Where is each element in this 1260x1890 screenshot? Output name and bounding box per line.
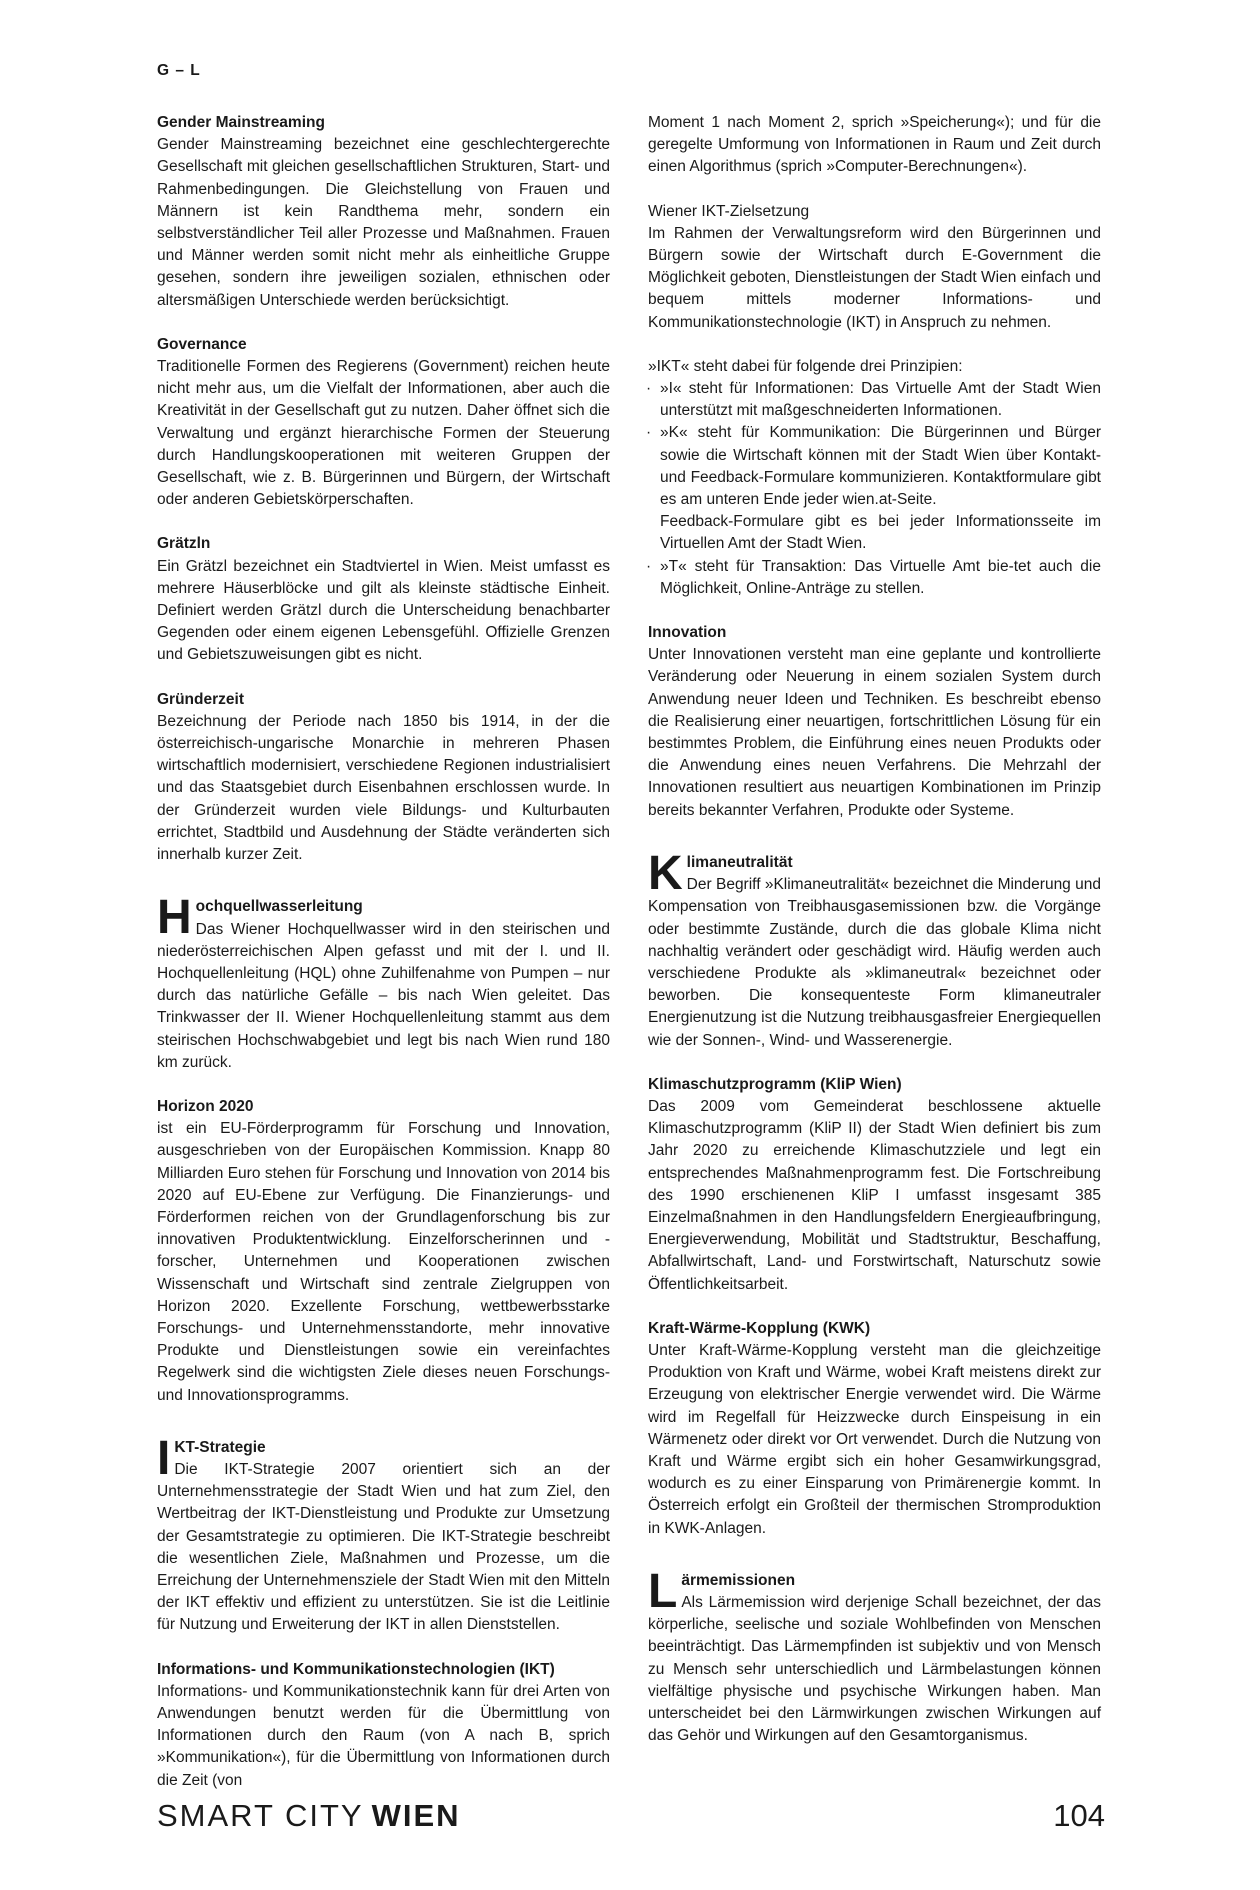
entry-title: Horizon 2020: [157, 1097, 254, 1115]
right-column: [648, 112, 1101, 1769]
entry-governance: [157, 334, 610, 512]
entry-gruenderzeit: [157, 689, 610, 867]
entry-innovation: [648, 622, 1101, 822]
brand-light-text: SMART CITY: [157, 1798, 364, 1833]
entry-text: Bezeichnung der Periode nach 1850 bis 1914, in der die österreichisch-ungarische Monarchie in mehreren Phasen wirtschaftlich modernisiert, verschiedene Regionen industrialisiert und das Staatsgebiet durch Eisenbahnen erschlossen wurde. In der Gründerzeit wurden viele Bildungs- und Kulturbauten errichtet, Stadtbild und Ausdehnung der Städte veränderten sich innerhalb kurzer Zeit.: [157, 712, 610, 864]
entry-ikt-technologien: [157, 1659, 610, 1792]
entry-title: Grätzln: [157, 535, 211, 553]
entry-klimaneutralitaet: [648, 846, 1101, 1052]
entry-graetzln: [157, 533, 610, 666]
entry-kwk: [648, 1318, 1101, 1540]
entry-wiener-ikt-zielsetzung: [648, 201, 1101, 334]
entry-ikt-strategie: [157, 1431, 610, 1637]
entry-text: Informations- und Kommunikationstechnik kann für drei Arten von Anwendungen benutzt werden für die Übermittlung von Informationen durch den Raum (von A nach B, sprich »Kommunikation«), für die Übermittlung von Informationen durch die Zeit (von: [157, 1682, 610, 1789]
entry-text: Moment 1 nach Moment 2, sprich »Speicherung«); und für die geregelte Umformung von Informationen in Raum und Zeit durch einen Algorithmus (sprich »Computer-Berechnungen«).: [648, 114, 1101, 176]
entry-text: ist ein EU-Förderprogramm für Forschung und Innovation, ausgeschrieben von der Europäischen Kommission. Knapp 80 Milliarden Euro stehen für Forschung und Innovation von 2014 bis 2020 auf EU-Ebene zur Verfügung. Die Finanzierungs- und Förderformen reichen von der Grundlagenforschung bis zur innovativen Produktentwicklung. Einzelforscherinnen und -forscher, Unternehmen und Kooperationen zwischen Wissenschaft und Wirtschaft sind zentrale Zielgruppen von Horizon 2020. Exzellente Forschung, wettbewerbsstarke Forschungs- und Unternehmensstandorte, mehr innovative Produkte und Dienstleistungen sowie ein vereinfachtes Regelwerk sind die wichtigsten Ziele dieses neuen Forschungs- und Innovationsprogramms.: [157, 1120, 610, 1404]
entry-text: Als Lärmemission wird derjenige Schall bezeichnet, der das körperliche, seelische und soziale Wohlbefinden von Menschen beeinträchtigt. Das Lärmempfinden ist subjektiv und von Mensch zu Mensch sehr unterschiedlich und Lärmbelastungen können vielfältige physische und psychische Wirkungen haben. Man unterscheidet bei den Lärmwirkungen zwischen Wirkungen auf das Gehör und Wirkungen auf den Gesamtorganismus.: [648, 1593, 1101, 1745]
list-item: [648, 556, 1101, 600]
list-item-extra: Feedback-Formulare gibt es bei jeder Informationsseite im Virtuellen Amt der Stadt Wien.: [660, 513, 1101, 553]
dropcap-letter: H: [157, 891, 192, 945]
entry-text: Im Rahmen der Verwaltungsreform wird den Bürgerinnen und Bürgern sowie der Wirtschaft durch E-Government die Möglichkeit geboten, Dienstleistungen der Stadt Wien einfach und bequem mittels moderner Informations- und Kommunikationstechnologie (IKT) in Anspruch zu nehmen.: [648, 224, 1101, 331]
entry-ikt-principles: [648, 356, 1101, 600]
entry-text: Das Wiener Hochquellwasser wird in den steirischen und niederösterreichischen Alpen gefasst und mit der I. und II. Hochquellenleitung (HQL) ohne Zuhilfenahme von Pumpen – nur durch das natürliche Gefälle – bis nach Wien geleitet. Das Trinkwasser der II. Wiener Hochquellenleitung stammt aus dem steirischen Hochschwabgebiet und legt bis nach Wien rund 180 km zurück.: [157, 920, 610, 1071]
entry-klip-wien: [648, 1074, 1101, 1296]
entry-subtitle: Wiener IKT-Zielsetzung: [648, 202, 810, 220]
page-number: 104: [1053, 1798, 1105, 1833]
list-item: [648, 378, 1101, 422]
entry-text: Die IKT-Strategie 2007 orientiert sich an der Unternehmensstrategie der Stadt Wien und hat zum Ziel, den Wertbeitrag der IKT-Dienstleistung und Produkte zur Umsetzung der Gesamtstrategie zu optimieren. Die IKT-Strategie beschreibt die wesentlichen Ziele, Maßnahmen und Prozesse, um die Erreichung der Unternehmensziele der Stadt Wien mit den Mitteln der IKT effektiv und effizient zu unterstützen. Sie ist die Leitlinie für Nutzung und Erweiterung der IKT in allen Dienststellen.: [157, 1460, 610, 1634]
entry-title: ärmemissionen: [681, 1571, 796, 1589]
list-item-text: »I« steht für Informationen: Das Virtuelle Amt der Stadt Wien unterstützt mit maßgeschneiderten Informationen.: [660, 380, 1101, 420]
list-item-text: »K« steht für Kommunikation: Die Bürgerinnen und Bürger sowie die Wirtschaft können mit der Stadt Wien über Kontakt- und Feedback-Formulare kommunizieren. Kontaktformulare gibt es am unteren Ende jeder wien.at-Seite.: [660, 424, 1101, 509]
principles-list: [648, 378, 1101, 600]
entry-title: Gründerzeit: [157, 690, 244, 708]
left-column: [157, 112, 610, 1814]
entry-horizon-2020: [157, 1096, 610, 1407]
entry-hochquellwasserleitung: [157, 891, 610, 1074]
entry-text: Ein Grätzl bezeichnet ein Stadtviertel in Wien. Meist umfasst es mehrere Häuserblöcke und gilt als kleinste städtische Einheit. Definiert werden Grätzl durch die Unterscheidung benachbarter Gegenden oder einem eigenen Lebensgefühl. Offizielle Grenzen und Gebietszuweisungen gibt es nicht.: [157, 557, 610, 664]
entry-text: Gender Mainstreaming bezeichnet eine geschlechtergerechte Gesellschaft mit gleichen gesellschaftlichen Strukturen, Start- und Rahmenbedingungen. Die Gleichstellung von Frauen und Männern ist kein Randthema mehr, sondern ein selbstverständlicher Teil aller Prozesse und Maßnahmen. Frauen und Männer werden somit nicht mehr als einheitliche Gruppe gesehen, sondern ihre jeweiligen sozialen, ethnischen oder altersmäßigen Unterschiede werden berücksichtigt.: [157, 136, 610, 309]
entry-text: Der Begriff »Klimaneutralität« bezeichnet die Minderung und Kompensation von Treibhausgasemissionen bzw. die Vorgänge oder bestimmte Zustände, durch die das globale Klima nicht nachhaltig verändert oder geschädigt wird. Häufig werden auch verschiedene Produkte als »klimaneutral« bezeichnet oder beworben. Die konsequenteste Form klimaneutraler Energienutzung ist die Nutzung treibhausgasfreier Energiequellen wie der Sonnen-, Wind- und Wasserenergie.: [648, 876, 1101, 1049]
dropcap-letter: K: [648, 846, 683, 900]
list-item: [648, 422, 1101, 555]
principles-intro: »IKT« steht dabei für folgende drei Prinzipien:: [648, 357, 963, 375]
entry-title: Informations- und Kommunikationstechnologien (IKT): [157, 1660, 555, 1678]
entry-title: Governance: [157, 335, 247, 353]
entry-title: KT-Strategie: [174, 1438, 266, 1456]
entry-title: Klimaschutzprogramm (KliP Wien): [648, 1075, 902, 1093]
entry-text: Unter Kraft-Wärme-Kopplung versteht man die gleichzeitige Produktion von Kraft und Wärme, wobei Kraft meistens direkt zur Erzeugung von elektrischer Energie verwendet wird. Die Wärme wird im Regelfall für Heizzwecke durch Einspeisung in ein Wärmenetz oder direkt vor Ort verwendet. Durch die Nutzung von Kraft und Wärme ergibt sich ein hoher Gesamwirkungsgrad, wodurch es zu einer Einsparung von Primärenergie kommt. In Österreich erfolgt ein Großteil der thermischen Stromproduktion in KWK-Anlagen.: [648, 1341, 1101, 1537]
entry-text: Traditionelle Formen des Regierens (Government) reichen heute nicht mehr aus, um die Vielfalt der Informationen, aber auch die Kreativität in der Gesellschaft gut zu nutzen. Daher öffnet sich die Verwaltung und ergänzt hierarchische Formen der Steuerung durch Handlungskooperationen mit weiteren Gruppen der Gesellschaft, wie z. B. Bürgerinnen und Bürgern, der Wirtschaft oder anderen Gebietskörperschaften.: [157, 358, 610, 509]
entry-title: limaneutralität: [686, 853, 793, 871]
entry-title: Gender Mainstreaming: [157, 114, 325, 131]
dropcap-letter: I: [157, 1431, 171, 1485]
entry-text: Das 2009 vom Gemeinderat beschlossene aktuelle Klimaschutzprogramm (KliP II) der Stadt Wien definiert bis zum Jahr 2020 zu erreichende Klimaschutzziele und legt ein entsprechendes Maßnahmenprogramm fest. Die Fortschreibung des 1990 erschienenen KliP I umfasst insgesamt 385 Einzelmaßnahmen in den Handlungsfeldern Energieaufbringung, Energieverwendung, Mobilität und Stadtstruktur, Beschaffung, Abfallwirtschaft, Land- und Forstwirtschaft, Naturschutz sowie Öffentlichkeitsarbeit.: [648, 1097, 1101, 1293]
entry-laermemissionen: [648, 1564, 1101, 1748]
list-item-text: »T« steht für Transaktion: Das Virtuelle Amt bie-tet auch die Möglichkeit, Online-Anträge zu stellen.: [660, 557, 1101, 597]
entry-gender-mainstreaming: [157, 112, 610, 312]
entry-title: ochquellwasserleitung: [195, 898, 363, 916]
entry-text: Unter Innovationen versteht man eine geplante und kontrollierte Veränderung oder Neuerung in einem sozialen System durch Anwendung neuer Ideen und Techniken. Es beschreibt ebenso die Realisierung einer neuartigen, fortschrittlichen Lösung für ein bestimmtes Problem, die Einführung eines neuen Produkts oder die Anwendung eines neuen Verfahrens. Die Mehrzahl der Innovationen resultiert aus neuartigen Kombinationen im Prinzip bereits bekannter Verfahren, Produkte oder Systeme.: [648, 646, 1101, 819]
entry-title: Innovation: [648, 624, 727, 642]
entry-ikt-continuation: [648, 112, 1101, 179]
brand-bold-text: WIEN: [371, 1798, 461, 1833]
dropcap-letter: L: [648, 1564, 678, 1618]
entry-title: Kraft-Wärme-Kopplung (KWK): [648, 1319, 871, 1337]
section-letters: G – L: [157, 62, 201, 79]
footer-brand-logo: [157, 1798, 461, 1834]
